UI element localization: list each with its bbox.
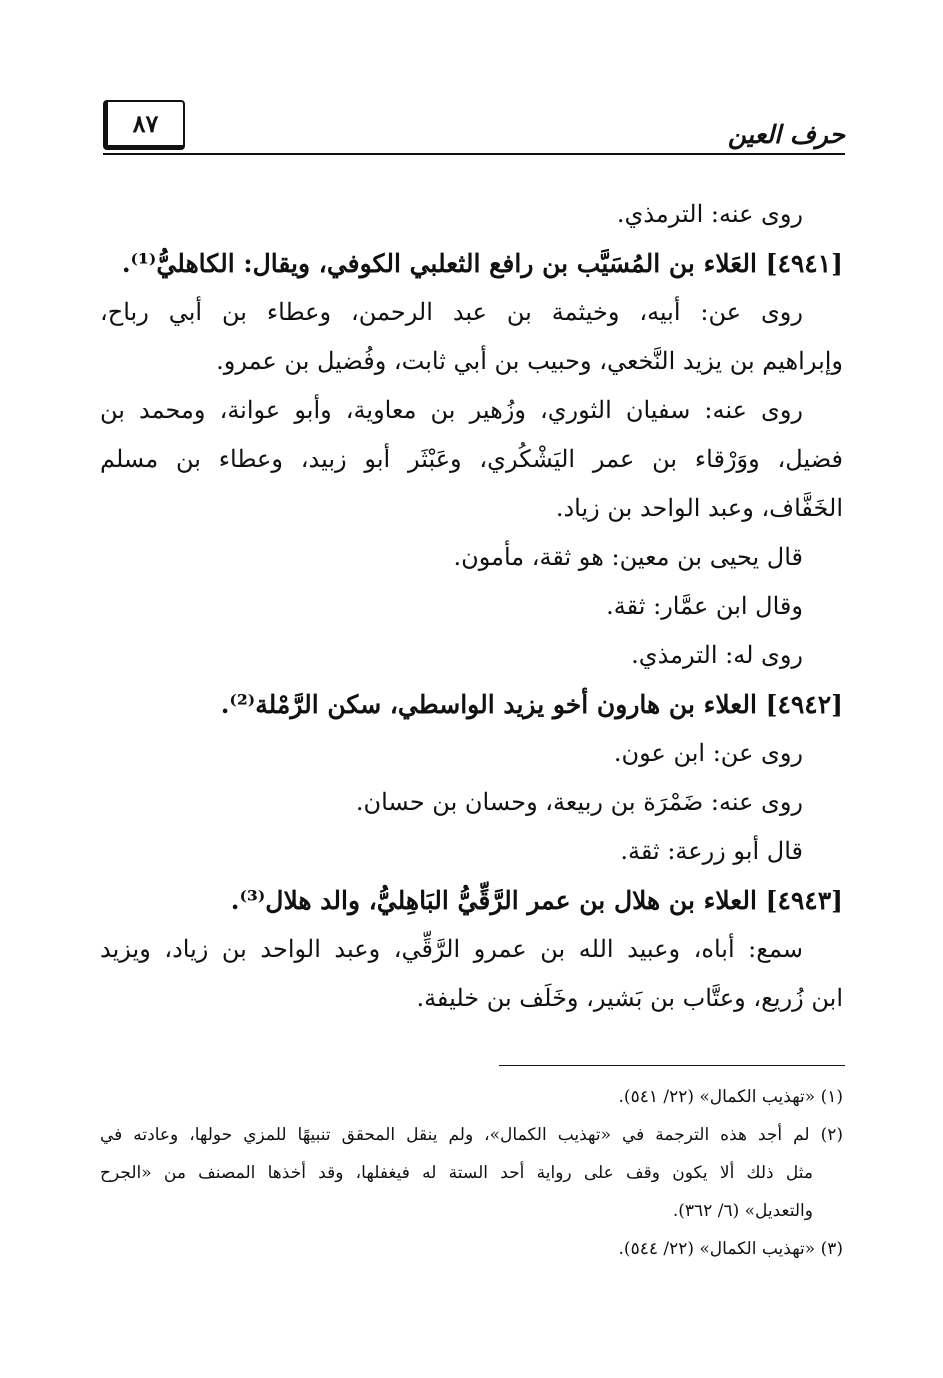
text-line: الخَفَّاف، وعبد الواحد بن زياد. — [555, 494, 843, 522]
footnote-2: (٢) لم أجد هذه الترجمة في «تهذيب الكمال»، ولم ينقل المحقق تنبيهًا للمزي حولها، وعادته في — [100, 1125, 844, 1145]
page-number: ٨٧ — [132, 109, 159, 138]
text-line: روى عنه: ضَمْرَة بن ربيعة، وحسان بن حسان. — [355, 788, 803, 816]
entry-heading-4941: [٤٩٤١] العَلاء بن المُسَيَّب بن رافع الثعلبي الكوفي، ويقال: الكاهليُّ⁽¹⁾. — [121, 249, 843, 278]
running-title: حرف العين — [727, 120, 845, 149]
text-line: وإبراهيم بن يزيد النَّخعي، وحبيب بن أبي ثابت، وفُضيل بن عمرو. — [216, 347, 843, 375]
footnote-3: (٣) «تهذيب الكمال» (٢٢/ ٥٤٤). — [618, 1239, 843, 1259]
text-line: فضيل، ووَرْقاء بن عمر اليَشْكُري، وعَبْثَر أبو زبيد، وعطاء بن مسلم — [100, 445, 843, 473]
entry-heading-4943: [٤٩٤٣] العلاء بن هلال بن عمر الرَّقِّيُّ البَاهِليُّ، والد هلال⁽³⁾. — [230, 886, 843, 915]
text-line: روى عن: ابن عون. — [613, 739, 803, 767]
text-line: روى له: الترمذي. — [631, 641, 803, 669]
footnote-2-cont: مثل ذلك ألا يكون وقف على رواية أحد الستة له فيغفلها، وقد أخذها المصنف من «الجرح — [100, 1163, 813, 1183]
footnote-1: (١) «تهذيب الكمال» (٢٢/ ٥٤١). — [618, 1087, 843, 1107]
text-line: روى عنه: الترمذي. — [616, 200, 803, 228]
text-line: سمع: أباه، وعبيد الله بن عمرو الرَّقِّي، وعبد الواحد بن زياد، ويزيد — [100, 935, 803, 963]
text-line: ابن زُريع، وعتَّاب بن بَشير، وخَلَف بن خليفة. — [416, 984, 843, 1012]
entry-heading-4942: [٤٩٤٢] العلاء بن هارون أخو يزيد الواسطي، سكن الرَّمْلة⁽²⁾. — [220, 690, 843, 719]
footnotes — [100, 1078, 843, 1268]
text-line: روى عن: أبيه، وخيثمة بن عبد الرحمن، وعطاء بن أبي رباح، — [100, 298, 803, 326]
footnote-rule — [499, 1065, 845, 1066]
footnote-2-cont: والتعديل» (٦/ ٣٦٢). — [672, 1201, 813, 1221]
text-line: وقال ابن عمَّار: ثقة. — [606, 592, 803, 620]
header-rule — [103, 153, 845, 155]
text-line: روى عنه: سفيان الثوري، وزُهير بن معاوية، وأبو عوانة، ومحمد بن — [100, 396, 803, 424]
page-number-box — [103, 100, 185, 150]
text-line: قال يحيى بن معين: هو ثقة، مأمون. — [453, 543, 803, 571]
text-line: قال أبو زرعة: ثقة. — [620, 837, 803, 865]
main-text — [100, 190, 843, 1023]
